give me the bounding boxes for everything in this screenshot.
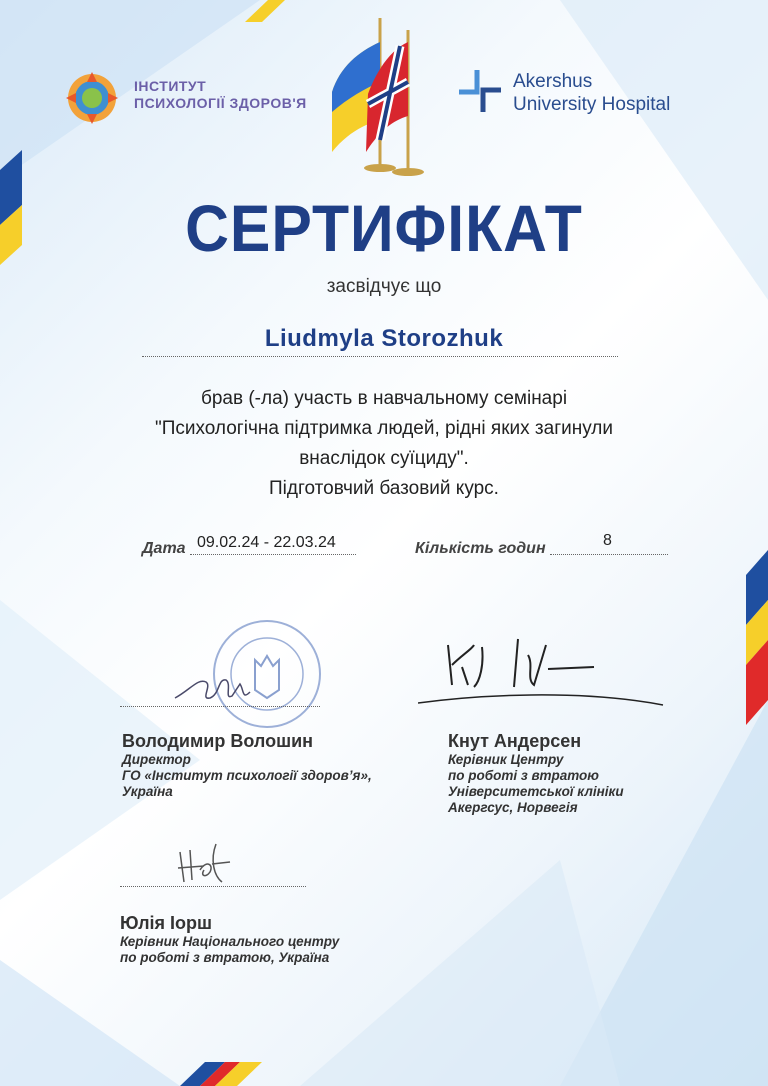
- signatory-role-line: Університетської клініки: [448, 784, 624, 799]
- signatory-role-line: по роботі з втратою, Україна: [120, 950, 330, 965]
- institute-name-line1: ІНСТИТУТ: [134, 78, 207, 94]
- signatory-role-line: Директор: [122, 752, 191, 767]
- hospital-emblem-icon: [455, 66, 505, 116]
- hours-value: 8: [603, 532, 612, 549]
- signatory-role-line: по роботі з втратою: [448, 768, 599, 783]
- institute-name-line2: ПСИХОЛОГІЇ ЗДОРОВ'Я: [134, 95, 307, 111]
- date-label: Дата: [142, 540, 186, 557]
- date-value: 09.02.24 - 22.03.24: [197, 534, 336, 551]
- body-line: брав (-ла) участь в навчальному семінарі: [200, 388, 568, 409]
- signature-voloshyn-icon: [170, 660, 310, 710]
- signatory-role-line: Україна: [122, 784, 173, 799]
- signatory-3: [120, 913, 339, 966]
- flags-icon: [328, 12, 448, 182]
- recipient-underline: [142, 356, 618, 357]
- signature-andersen-icon: [418, 625, 668, 710]
- certificate-body: [84, 384, 684, 504]
- hours-label: Кількість годин: [415, 540, 546, 557]
- signatory-role-line: Акергсус, Норвегія: [448, 800, 578, 815]
- institute-logo: [64, 70, 324, 130]
- hours-underline: [550, 554, 668, 555]
- signatory-role-line: Керівник Центру: [448, 752, 564, 767]
- hospital-logo: [455, 66, 715, 130]
- recipient-name: Liudmyla Storozhuk: [264, 325, 504, 352]
- signature-iorsh-icon: [170, 840, 250, 890]
- hospital-name-line1: Akershus: [513, 71, 593, 92]
- hospital-name-line2: University Hospital: [513, 94, 671, 115]
- signatory-role-line: ГО «Інститут психології здоров’я»,: [122, 768, 372, 783]
- certificate-subtitle: засвідчує що: [326, 276, 442, 297]
- institute-emblem-icon: [64, 70, 120, 126]
- signatory-name: Юлія Іорш: [120, 913, 213, 933]
- signatory-1: [122, 731, 372, 800]
- date-underline: [190, 554, 356, 555]
- certificate-title: СЕРТИФІКАТ: [185, 191, 583, 265]
- signatory-name: Володимир Волошин: [122, 731, 314, 751]
- signature-line-3: [120, 886, 306, 887]
- body-line: "Психологічна підтримка людей, рідні яких загинули: [154, 418, 614, 439]
- signatory-2: [448, 731, 624, 816]
- body-line: внаслідок суїциду".: [299, 448, 469, 469]
- signatory-role-line: Керівник Національного центру: [120, 934, 340, 949]
- signatory-name: Кнут Андерсен: [448, 731, 582, 751]
- body-line: Підготовчий базовий курс.: [269, 478, 499, 499]
- signature-line-1: [120, 706, 320, 707]
